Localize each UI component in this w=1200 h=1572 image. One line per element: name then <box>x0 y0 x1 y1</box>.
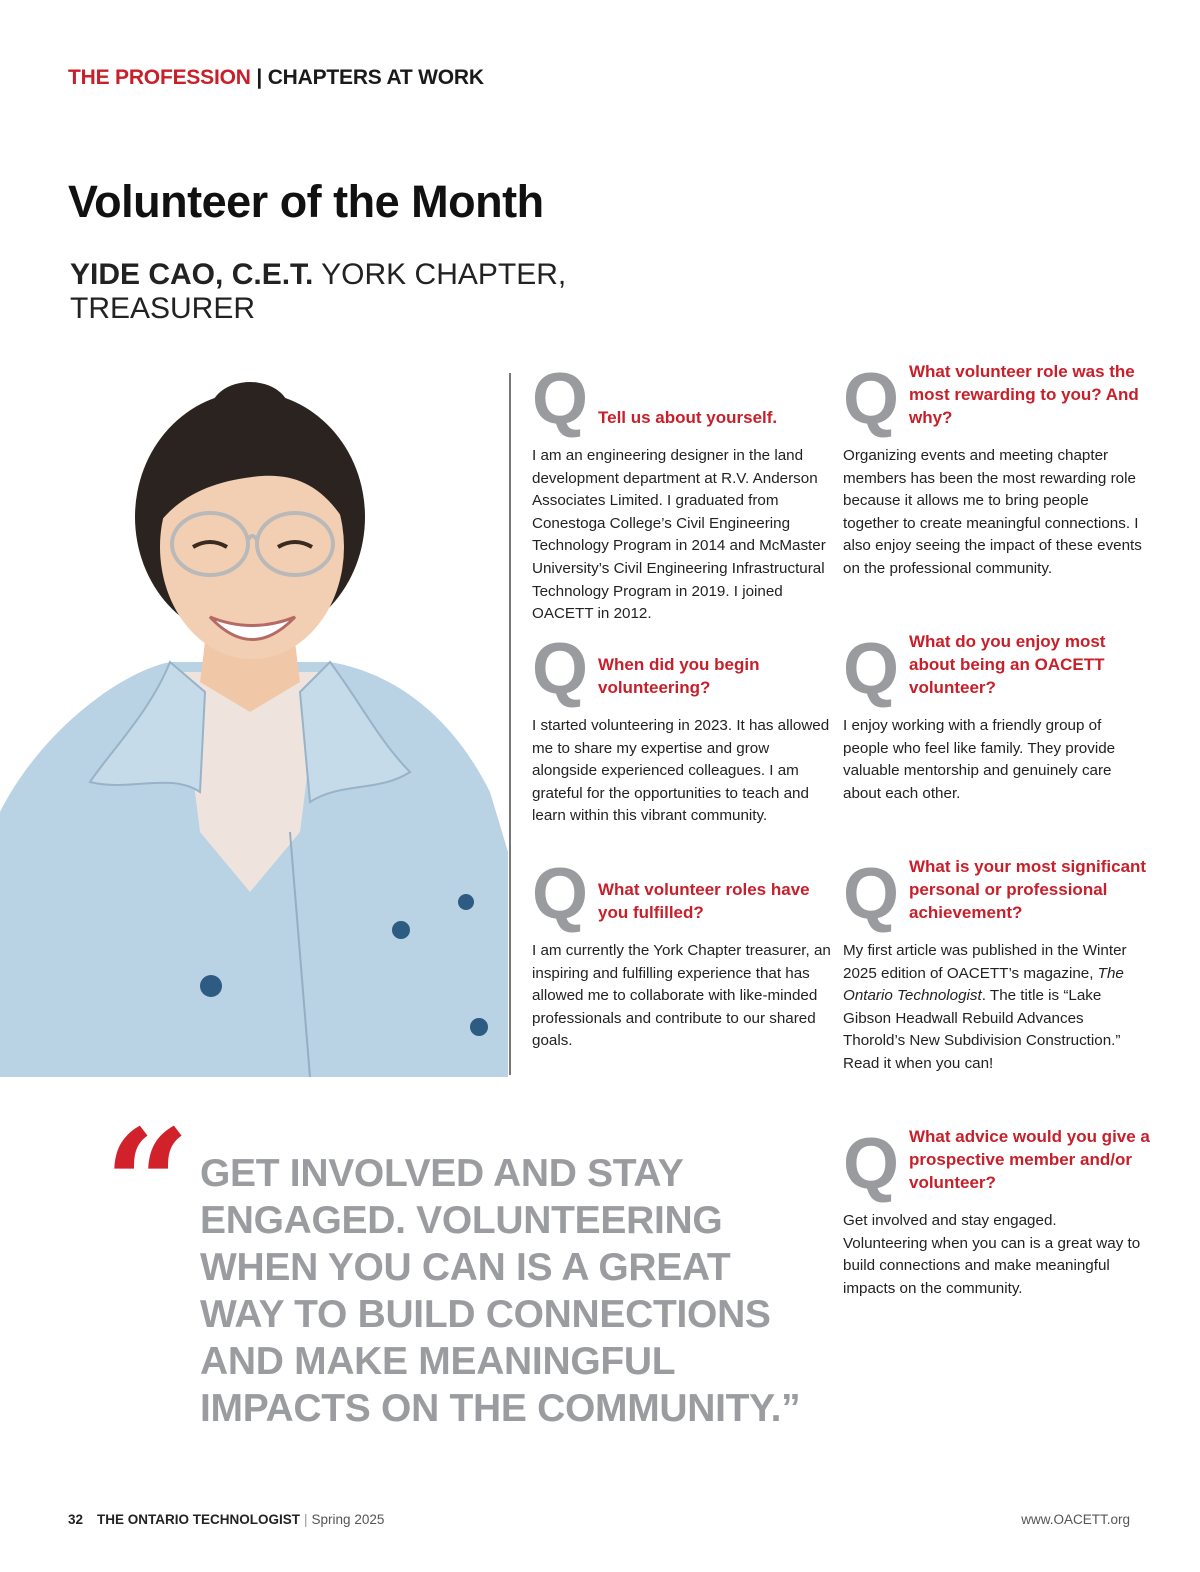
question-heading: What volunteer roles have you fulfilled? <box>598 880 810 922</box>
question-heading: What advice would you give a prospective member and/or volunteer? <box>909 1127 1150 1192</box>
page-title: Volunteer of the Month <box>68 176 544 227</box>
page-subtitle <box>70 258 630 326</box>
volunteer-portrait <box>0 372 508 1077</box>
question-heading: What do you enjoy most about being an OACETT volunteer? <box>909 632 1106 697</box>
qa-item <box>843 850 1147 1076</box>
answer-text-part: My first article was published in the Winter 2025 edition of OACETT’s magazine, <box>843 942 1127 982</box>
answer-text: Organizing events and meeting chapter members has been the most rewarding role because it allows me to bring people together to create meaningful connections. I also enjoy seeing the impact of these events on the professional community. <box>843 447 1142 577</box>
answer-text: I enjoy working with a friendly group of people who feel like family. They provide valuable mentorship and genuinely care about each other. <box>843 717 1116 802</box>
kicker-separator: | <box>256 66 263 89</box>
magazine-title-italic: The Ontario Technologist <box>843 964 1124 1005</box>
section-kicker <box>68 66 484 90</box>
section-label: THE PROFESSION <box>68 66 251 89</box>
portrait-illustration <box>0 372 508 1077</box>
q-mark-icon: Q <box>843 629 900 709</box>
volunteer-name: YIDE CAO, C.E.T. <box>70 258 314 291</box>
pull-quote: GET INVOLVED AND STAY ENGAGED. VOLUNTEERING WHEN YOU CAN IS A GREAT WAY TO BUILD CONNECTIONS AND MAKE MEANINGFUL IMPACTS ON THE COMMUNITY.” <box>200 1152 801 1430</box>
question-heading: When did you begin volunteering? <box>598 655 760 697</box>
question-heading: What is your most significant personal or professional achievement? <box>909 857 1147 922</box>
q-mark-icon: Q <box>532 854 589 934</box>
q-mark-icon: Q <box>843 1124 900 1204</box>
q-mark-icon: Q <box>843 359 900 439</box>
question-heading: What volunteer role was the most rewarding to you? And why? <box>909 362 1139 427</box>
page-footer <box>68 1512 384 1527</box>
qa-item <box>532 355 832 626</box>
footer-separator: | <box>304 1512 308 1527</box>
subsection-label: CHAPTERS AT WORK <box>267 66 484 89</box>
column-divider <box>509 373 511 1075</box>
q-mark-icon: Q <box>532 629 589 709</box>
answer-text: I started volunteering in 2023. It has allowed me to share my expertise and grow alongside experienced colleagues. I am grateful for the opportunities to teach and learn within this vibrant community. <box>532 717 830 825</box>
issue-label: Spring 2025 <box>311 1512 385 1527</box>
page-number: 32 <box>68 1512 84 1527</box>
q-mark-icon: Q <box>843 854 900 934</box>
qa-item <box>843 355 1143 581</box>
qa-item <box>843 1120 1150 1300</box>
answer-text-part: . The title is “Lake Gibson Headwall Rebuild Advances Thorold’s New Subdivision Construction.” Read it when you can! <box>843 987 1121 1072</box>
question-heading: Tell us about yourself. <box>598 408 778 427</box>
qa-item <box>532 850 832 1053</box>
q-mark-icon: Q <box>532 359 589 439</box>
magazine-name: THE ONTARIO TECHNOLOGIST <box>97 1512 301 1527</box>
website-url: www.OACETT.org <box>1021 1512 1130 1527</box>
answer-text: Get involved and stay engaged. Volunteering when you can is a great way to build connections and make meaningful impacts on the community. <box>843 1212 1141 1297</box>
answer-text <box>843 940 1143 1076</box>
quote-mark-icon: “ <box>104 1097 191 1273</box>
volunteer-role: YORK CHAPTER, TREASURER <box>70 258 567 325</box>
qa-item <box>843 625 1143 805</box>
answer-text: I am currently the York Chapter treasurer, an inspiring and fulfilling experience that has allowed me to collaborate with like-minded professionals and contribute to our shared goals. <box>532 942 831 1050</box>
qa-item <box>532 625 832 828</box>
answer-text: I am an engineering designer in the land development department at R.V. Anderson Associates Limited. I graduated from Conestoga College’s Civil Engineering Technology Program in 2014 and McMaster University’s Civil Engineering Infrastructural Technology Program in 2019. I joined OACETT in 2012. <box>532 447 826 623</box>
